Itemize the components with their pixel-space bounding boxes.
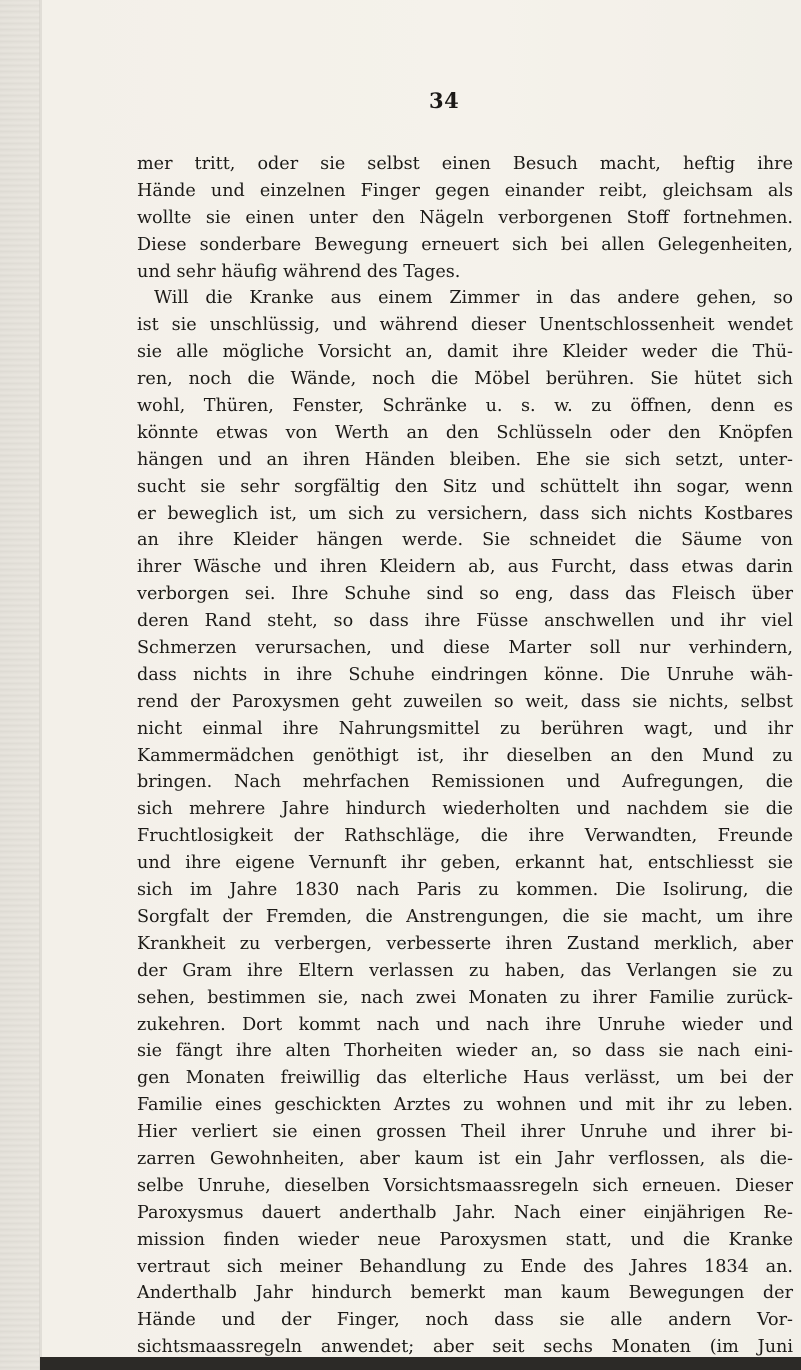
- text-line: dass nichts in ihre Schuhe eindringen könne. Die Unruhe wäh-: [137, 664, 793, 685]
- text-line: gen Monaten freiwillig das elterliche Haus verlässt, um bei der: [137, 1068, 793, 1089]
- text-line: deren Rand steht, so dass ihre Füsse anschwellen und ihr viel: [137, 611, 793, 632]
- text-line: Fruchtlosigkeit der Rathschläge, die ihre Verwandten, Freunde: [137, 826, 793, 847]
- text-line: ren, noch die Wände, noch die Möbel berühren. Sie hütet sich: [137, 369, 793, 390]
- text-line: sie alle mögliche Vorsicht an, damit ihre Kleider weder die Thü-: [137, 342, 793, 363]
- text-line: verborgen sei. Ihre Schuhe sind so eng, dass das Fleisch über: [137, 584, 793, 605]
- text-line: wohl, Thüren, Fenster, Schränke u. s. w. zu öffnen, denn es: [137, 396, 793, 417]
- text-line: Will die Kranke aus einem Zimmer in das andere gehen, so: [154, 288, 793, 309]
- text-line: mer tritt, oder sie selbst einen Besuch macht, heftig ihre: [137, 154, 793, 174]
- text-line: wollte sie einen unter den Nägeln verborgenen Stoff fortnehmen.: [137, 207, 793, 228]
- text-line: hängen und an ihren Händen bleiben. Ehe sie sich setzt, unter-: [137, 449, 793, 470]
- body-text: [137, 151, 793, 1361]
- text-line: Diese sonderbare Bewegung erneuert sich bei allen Gelegenheiten,: [137, 234, 793, 255]
- text-line: könnte etwas von Werth an den Schlüsseln oder den Knöpfen: [137, 422, 793, 443]
- text-line: Schmerzen verursachen, und diese Marter soll nur verhindern,: [137, 638, 793, 659]
- text-line: sich im Jahre 1830 nach Paris zu kommen. Die Isolirung, die: [137, 880, 793, 901]
- text-line: und sehr häufig während des Tages.: [137, 261, 461, 282]
- text-line: Familie eines geschickten Arztes zu wohnen und mit ihr zu leben.: [137, 1095, 793, 1116]
- text-line: Hände und der Finger, noch dass sie alle andern Vor-: [137, 1310, 793, 1331]
- scan-bottom-edge: [40, 1357, 801, 1370]
- text-line: Anderthalb Jahr hindurch bemerkt man kaum Bewegungen der: [137, 1283, 793, 1304]
- text-line: Hier verliert sie einen grossen Theil ihrer Unruhe und ihrer bi-: [137, 1122, 793, 1143]
- text-line: zukehren. Dort kommt nach und nach ihre Unruhe wieder und: [137, 1014, 793, 1035]
- text-line: an ihre Kleider hängen werde. Sie schneidet die Säume von: [137, 530, 793, 551]
- text-line: ist sie unschlüssig, und während dieser Unentschlossenheit wendet: [137, 315, 793, 336]
- text-line: sehen, bestimmen sie, nach zwei Monaten zu ihrer Familie zurück-: [137, 987, 793, 1008]
- text-line: sucht sie sehr sorgfältig den Sitz und schüttelt ihn sogar, wenn: [137, 476, 793, 497]
- text-line: vertraut sich meiner Behandlung zu Ende des Jahres 1834 an.: [137, 1256, 793, 1277]
- text-line: und ihre eigene Vernunft ihr geben, erkannt hat, entschliesst sie: [137, 853, 793, 874]
- text-line: Hände und einzelnen Finger gegen einander reibt, gleichsam als: [137, 180, 793, 201]
- page-number: 34: [429, 88, 460, 113]
- text-line: er beweglich ist, um sich zu versichern, dass sich nichts Kostbares: [137, 503, 793, 524]
- text-line: Krankheit zu verbergen, verbesserte ihren Zustand merklich, aber: [137, 933, 793, 954]
- text-line: nicht einmal ihre Nahrungsmittel zu berühren wagt, und ihr: [137, 718, 793, 739]
- text-line: Kammermädchen genöthigt ist, ihr dieselben an den Mund zu: [137, 745, 793, 766]
- text-line: Sorgfalt der Fremden, die Anstrengungen, die sie macht, um ihre: [137, 906, 793, 927]
- text-line: mission finden wieder neue Paroxysmen statt, und die Kranke: [137, 1229, 793, 1250]
- text-line: bringen. Nach mehrfachen Remissionen und Aufregungen, die: [137, 772, 793, 793]
- text-line: sichtsmaassregeln anwendet; aber seit sechs Monaten (im Juni: [137, 1337, 793, 1358]
- text-line: sich mehrere Jahre hindurch wiederholten und nachdem sie die: [137, 799, 793, 820]
- text-line: zarren Gewohnheiten, aber kaum ist ein Jahr verflossen, als die-: [137, 1148, 793, 1169]
- text-line: Paroxysmus dauert anderthalb Jahr. Nach einer einjährigen Re-: [137, 1202, 793, 1223]
- text-line: der Gram ihre Eltern verlassen zu haben, das Verlangen sie zu: [137, 960, 793, 981]
- text-line: ihrer Wäsche und ihren Kleidern ab, aus Furcht, dass etwas darin: [137, 557, 793, 578]
- page-binding-edge: [0, 0, 40, 1370]
- text-line: rend der Paroxysmen geht zuweilen so weit, dass sie nichts, selbst: [137, 691, 793, 712]
- text-line: sie fängt ihre alten Thorheiten wieder an, so dass sie nach eini-: [137, 1041, 793, 1062]
- text-line: selbe Unruhe, dieselben Vorsichtsmaassregeln sich erneuen. Dieser: [137, 1175, 793, 1196]
